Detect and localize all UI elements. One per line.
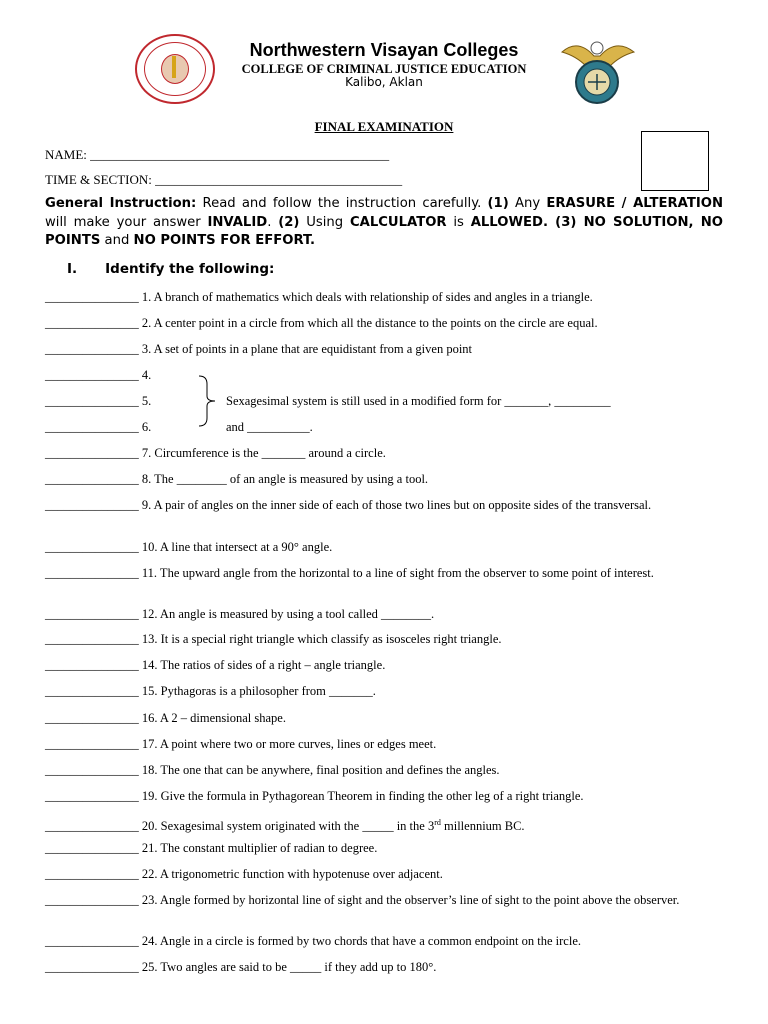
- instruction-text: will make your answer: [45, 214, 208, 230]
- answer-blank[interactable]: _______________: [45, 540, 139, 554]
- question-16: [45, 711, 725, 726]
- answer-blank[interactable]: _______________: [45, 867, 139, 881]
- question-20: [45, 815, 725, 834]
- question-text: 22. A trigonometric function with hypotenuse over adjacent.: [138, 867, 443, 881]
- question-25: [45, 960, 725, 975]
- instruction-calculator: CALCULATOR: [349, 214, 447, 230]
- answer-blank[interactable]: _______________: [45, 446, 139, 460]
- ordinal-suffix: rd: [434, 818, 441, 827]
- time-section-field[interactable]: TIME & SECTION: ______________________________________: [45, 172, 403, 187]
- answer-blank[interactable]: _______________: [45, 632, 139, 646]
- question-text: 1. A branch of mathematics which deals with relationship of sides and angles in a triangle.: [138, 290, 593, 304]
- question-text: 6.: [138, 420, 152, 434]
- question-9: [45, 498, 725, 513]
- answer-blank[interactable]: _______________: [45, 893, 139, 907]
- answer-blank[interactable]: _______________: [45, 684, 139, 698]
- answer-blank[interactable]: _______________: [45, 342, 139, 356]
- instruction-text: .: [267, 214, 279, 230]
- question-18: [45, 763, 725, 778]
- section-title: Identify the following:: [105, 261, 275, 277]
- answer-blank[interactable]: _______________: [45, 789, 139, 803]
- question-text: 2. A center point in a circle from which all the distance to the points on the circle are equal.: [138, 316, 598, 330]
- answer-blank[interactable]: _______________: [45, 841, 139, 855]
- question-8: [45, 472, 725, 487]
- school-location: Kalibo, Aklan: [345, 75, 423, 89]
- question-text: 23. Angle formed by horizontal line of sight and the observer’s line of sight to the point above the observer.: [138, 893, 680, 907]
- question-text: 13. It is a special right triangle which classify as isosceles right triangle.: [138, 632, 502, 646]
- school-name: Northwestern Visayan Colleges: [249, 40, 519, 60]
- group-note-line1: Sexagesimal system is still used in a modified form for _______, _________: [226, 394, 611, 408]
- question-text: 12. An angle is measured by using a tool called ________.: [138, 607, 435, 621]
- general-instruction: [45, 195, 723, 251]
- question-6: [45, 420, 725, 435]
- question-3: [45, 342, 725, 357]
- section-heading: [67, 261, 274, 277]
- instruction-num-1: (1): [487, 196, 509, 211]
- exam-title: FINAL EXAMINATION: [314, 119, 454, 134]
- instruction-text: Any: [508, 196, 547, 211]
- question-15: [45, 684, 725, 699]
- answer-blank[interactable]: _______________: [45, 420, 139, 434]
- question-text: 25. Two angles are said to be _____ if they add up to 180°.: [138, 960, 437, 974]
- question-text: 17. A point where two or more curves, lines or edges meet.: [138, 737, 437, 751]
- group-note-line2: and __________.: [226, 420, 313, 434]
- instruction-allowed: ALLOWED.: [470, 214, 548, 230]
- answer-blank[interactable]: _______________: [45, 737, 139, 751]
- question-24: [45, 934, 725, 949]
- instruction-erasure: ERASURE / ALTERATION: [546, 196, 723, 211]
- photo-box: [641, 131, 709, 191]
- question-text: millennium BC.: [440, 819, 525, 834]
- answer-blank[interactable]: _______________: [45, 763, 139, 777]
- instruction-text: Using: [299, 214, 350, 230]
- college-name: COLLEGE OF CRIMINAL JUSTICE EDUCATION: [241, 62, 527, 76]
- question-12: [45, 607, 725, 622]
- question-text: 4.: [138, 368, 152, 382]
- question-text: 3. A set of points in a plane that are equidistant from a given point: [138, 342, 473, 356]
- section-number: I.: [67, 261, 78, 277]
- question-text: 15. Pythagoras is a philosopher from _______.: [138, 684, 376, 698]
- answer-blank[interactable]: _______________: [45, 316, 139, 330]
- instruction-invalid: INVALID: [207, 214, 268, 230]
- answer-blank[interactable]: _______________: [45, 394, 139, 408]
- question-text: 9. A pair of angles on the inner side of each of those two lines but on opposite sides of the transversal.: [138, 498, 652, 512]
- question-text: 18. The one that can be anywhere, final position and defines the angles.: [138, 763, 500, 777]
- answer-blank[interactable]: _______________: [45, 658, 139, 672]
- question-text: 16. A 2 – dimensional shape.: [138, 711, 286, 725]
- question-4: [45, 368, 725, 383]
- instruction-text: is: [446, 214, 471, 230]
- answer-blank[interactable]: _______________: [45, 934, 139, 948]
- instruction-num-2: (2): [278, 214, 300, 230]
- question-19: [45, 789, 725, 804]
- answer-blank[interactable]: _______________: [45, 290, 139, 304]
- question-10: [45, 540, 725, 555]
- question-text: 7. Circumference is the _______ around a circle.: [138, 446, 386, 460]
- answer-blank[interactable]: _______________: [45, 472, 139, 486]
- name-field[interactable]: NAME: ______________________________________________: [45, 147, 390, 162]
- question-1: [45, 290, 725, 305]
- question-13: [45, 632, 725, 647]
- answer-blank[interactable]: _______________: [45, 960, 139, 974]
- answer-blank[interactable]: _______________: [45, 711, 139, 725]
- question-11: [45, 566, 725, 581]
- question-2: [45, 316, 725, 331]
- question-text: 5.: [138, 394, 152, 408]
- question-7: [45, 446, 725, 461]
- answer-blank[interactable]: _______________: [45, 819, 139, 834]
- question-text: 10. A line that intersect at a 90° angle.: [138, 540, 333, 554]
- question-text: 8. The ________ of an angle is measured by using a tool.: [138, 472, 429, 486]
- question-text: 21. The constant multiplier of radian to degree.: [138, 841, 378, 855]
- question-text: 20. Sexagesimal system originated with the _____ in the 3: [138, 819, 435, 834]
- instruction-label: General Instruction:: [45, 196, 197, 211]
- instruction-text: and: [100, 233, 134, 248]
- question-text: 24. Angle in a circle is formed by two chords that have a common endpoint on the ircle.: [138, 934, 581, 948]
- question-text: 11. The upward angle from the horizontal to a line of sight from the observer to some point of interest.: [138, 566, 654, 580]
- answer-blank[interactable]: _______________: [45, 607, 139, 621]
- instruction-text: Read and follow the instruction carefully.: [196, 196, 488, 211]
- question-text: 14. The ratios of sides of a right – angle triangle.: [138, 658, 386, 672]
- question-23: [45, 893, 725, 908]
- instruction-no-effort: NO POINTS FOR EFFORT.: [133, 233, 316, 248]
- question-14: [45, 658, 725, 673]
- answer-blank[interactable]: _______________: [45, 566, 139, 580]
- question-17: [45, 737, 725, 752]
- question-text: 19. Give the formula in Pythagorean Theorem in finding the other leg of a right triangle.: [138, 789, 584, 803]
- question-22: [45, 867, 725, 882]
- answer-blank[interactable]: _______________: [45, 368, 139, 382]
- question-21: [45, 841, 725, 856]
- instruction-no-solution: (3) NO SOLUTION, NO POINTS: [45, 214, 723, 248]
- answer-blank[interactable]: _______________: [45, 498, 139, 512]
- curly-brace: [195, 374, 219, 428]
